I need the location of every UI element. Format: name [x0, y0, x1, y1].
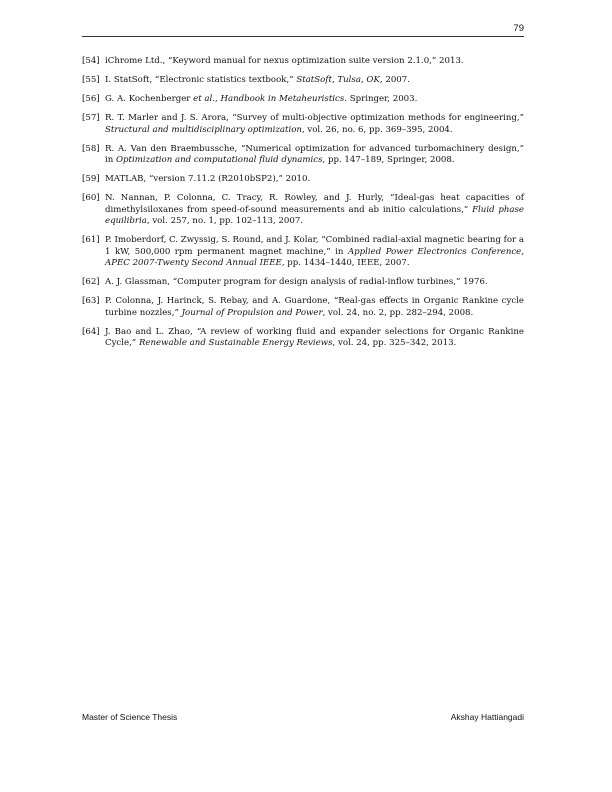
reference-number: [61] — [82, 235, 100, 245]
reference-text — [105, 277, 524, 289]
reference-entry — [82, 113, 524, 136]
reference-segment: , vol. 257, no. 1, pp. 102–113, 2007. — [146, 216, 304, 226]
reference-number: [55] — [82, 75, 100, 85]
reference-segment: , — [215, 94, 221, 104]
reference-segment: Springer, 2003. — [347, 94, 418, 104]
reference-italic-segment: Renewable and Sustainable Energy Reviews — [138, 338, 333, 348]
reference-segment: N. Nannan, P. Colonna, C. Tracy, R. Rowley, and J. Hurly, “Ideal-gas heat capacities of dimethylsiloxanes from speed-of-sound measurements and ab initio calculations,” — [105, 193, 524, 215]
reference-segment: , vol. 26, no. 6, pp. 369–395, 2004. — [301, 124, 453, 135]
reference-italic-segment: Handbook in Metaheuristics. — [220, 94, 347, 104]
reference-segment: , vol. 24, no. 2, pp. 282–294, 2008. — [322, 307, 474, 318]
reference-segment: , pp. 1434–1440, IEEE, 2007. — [281, 258, 410, 268]
reference-number: [56] — [82, 94, 100, 104]
reference-segment: iChrome Ltd., “Keyword manual for nexus optimization suite version 2.1.0,” 2013. — [105, 56, 464, 66]
page-footer — [82, 711, 524, 723]
reference-italic-segment: Journal of Propulsion and Power — [181, 307, 323, 318]
reference-segment: MATLAB, “version 7.11.2 (R2010bSP2),” 2010. — [105, 174, 311, 184]
reference-text — [105, 327, 524, 350]
reference-text — [105, 174, 524, 186]
reference-italic-segment: et al. — [193, 94, 216, 104]
reference-number: [60] — [82, 193, 100, 203]
page-number: 79 — [513, 23, 524, 34]
reference-segment: , pp. 147–189, Springer, 2008. — [322, 155, 455, 165]
reference-entry — [82, 174, 524, 186]
reference-text — [105, 56, 524, 68]
reference-number: [62] — [82, 277, 100, 287]
reference-entry — [82, 277, 524, 289]
reference-entry — [82, 75, 524, 87]
reference-text — [105, 235, 524, 270]
reference-entry — [82, 296, 524, 319]
reference-text — [105, 75, 524, 87]
reference-italic-segment: Applied Power Electronics Conference, APEC 2007-Twenty Second Annual IEEE — [105, 246, 524, 268]
reference-text — [105, 94, 524, 106]
reference-number: [58] — [82, 143, 100, 154]
reference-segment: G. A. Kochenberger — [105, 94, 194, 104]
reference-segment: I. StatSoft, “Electronic statistics textbook,” — [105, 75, 297, 85]
reference-entry — [82, 327, 524, 350]
reference-entry — [82, 193, 524, 228]
reference-segment: , 2007. — [379, 75, 410, 85]
reference-entry — [82, 56, 524, 68]
reference-segment: , vol. 24, pp. 325–342, 2013. — [332, 338, 457, 348]
reference-text — [105, 144, 524, 167]
footer-thesis-label: Master of Science Thesis — [82, 712, 178, 722]
reference-segment: R. A. Van den Braembussche, “Numerical optimization for advanced turbomachinery design,” in — [105, 143, 524, 165]
reference-number: [64] — [82, 326, 100, 337]
reference-number: [57] — [82, 113, 100, 123]
reference-segment: P. Imoberdorf, C. Zwyssig, S. Round, and J. Kolar, “Combined radial-axial magnetic bearing for a 1 kW, 500,000 rpm permanent magnet machine,” in — [105, 235, 524, 257]
reference-entry — [82, 94, 524, 106]
reference-list — [82, 56, 524, 357]
page-header — [82, 24, 524, 37]
reference-segment: A. J. Glassman, “Computer program for design analysis of radial-inflow turbines,” 1976. — [105, 277, 488, 287]
reference-number: [63] — [82, 296, 100, 306]
reference-entry — [82, 144, 524, 167]
reference-segment: R. T. Marler and J. S. Arora, “Survey of multi-objective optimization methods for engineering,” — [105, 113, 524, 123]
reference-text — [105, 193, 524, 228]
reference-text — [105, 113, 524, 136]
reference-italic-segment: StatSoft, Tulsa, OK — [296, 75, 380, 85]
reference-segment: P. Colonna, J. Harinck, S. Rebay, and A. Guardone, “Real-gas effects in Organic Rankine cycle turbine nozzles,” — [105, 296, 524, 318]
reference-italic-segment: Optimization and computational fluid dynamics — [116, 155, 323, 165]
reference-entry — [82, 235, 524, 270]
footer-author: Akshay Hattiangadi — [450, 712, 524, 722]
reference-number: [59] — [82, 174, 100, 184]
reference-text — [105, 296, 524, 319]
reference-italic-segment: Structural and multidisciplinary optimization — [105, 124, 302, 135]
reference-number: [54] — [82, 56, 100, 66]
reference-segment: J. Bao and L. Zhao, “A review of working fluid and expander selections for Organic Rankine Cycle,” — [105, 326, 524, 348]
reference-italic-segment: Fluid phase equilibria — [105, 204, 525, 226]
